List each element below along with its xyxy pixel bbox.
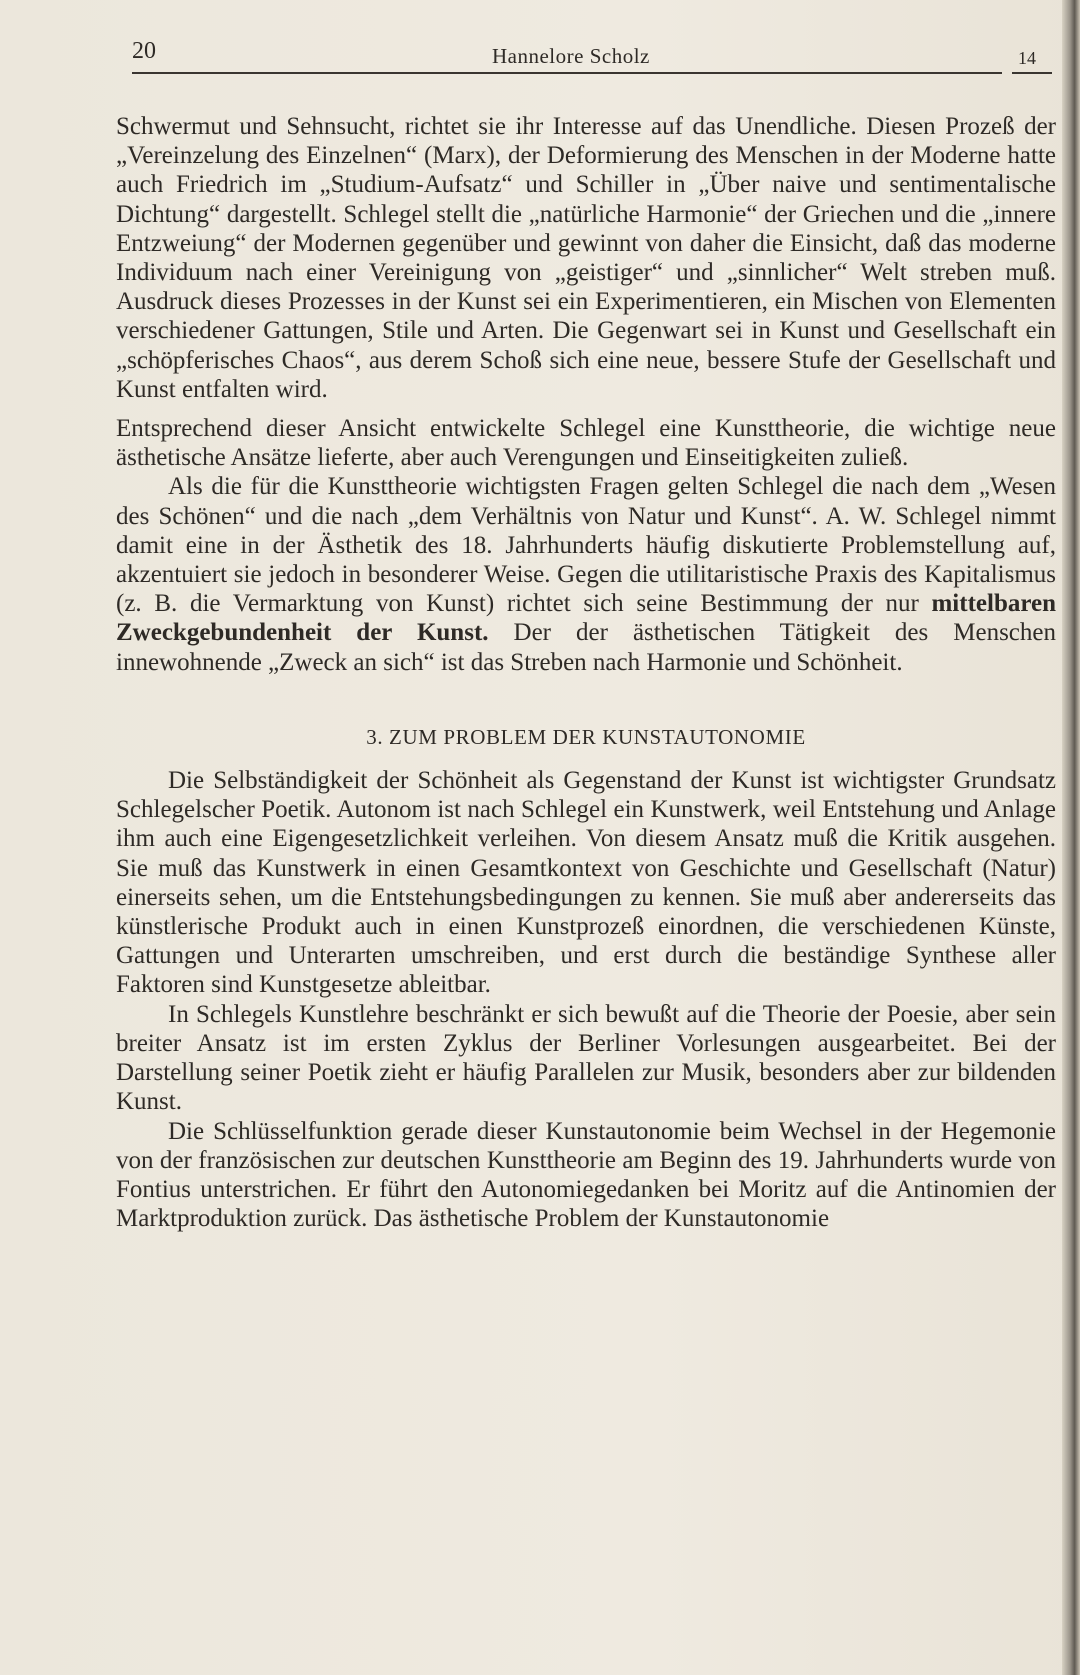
paragraph-3-text-b: Der der ästhetischen Tätigkeit des Menschen innewohnende „Zweck an sich“ ist das Streben nach Harmonie und Schönheit. (116, 619, 1056, 676)
section-heading: 3. ZUM PROBLEM DER KUNSTAUTONOMIE (366, 724, 806, 749)
running-title: Hannelore Scholz (492, 44, 650, 68)
body-text (116, 112, 1056, 1233)
paragraph-5: In Schlegels Kunstlehre beschränkt er sich bewußt auf die Theorie der Poesie, aber sein breiter Ansatz ist im ersten Zyklus der Berliner Vorlesungen ausgearbeitet. Bei der Darstellung seiner Poetik zieht er häufig Parallelen zur Musik, besonders aber zur bildenden Kunst. (116, 1000, 1056, 1116)
paragraph-3 (116, 472, 1056, 676)
sheet-mark: 14 (1018, 48, 1036, 68)
header-rule (132, 72, 1002, 74)
paragraph-3-emphasis: mittelbaren Zweckgebundenheit der Kunst. (116, 590, 1056, 647)
paragraph-4: Die Selbständigkeit der Schönheit als Gegenstand der Kunst ist wichtigster Grundsatz Schlegelscher Poetik. Autonom ist nach Schlegel ein Kunstwerk, weil Entstehung und Anlage ihm auch eine Eigengesetzlichkeit verleihen. Von diesem Ansatz muß die Kritik ausgehen. Sie muß das Kunstwerk in einen Gesamtkontext von Geschichte und Gesellschaft (Natur) einerseits sehen, um die Entstehungsbedingungen zu kennen. Sie muß aber andererseits das künstlerische Produkt auch in einen Kunstprozeß einordnen, die verschiedenen Künste, Gattungen und Unterarten umschreiben, und erst durch die beständige Synthese aller Faktoren sind Kunstgesetze ableitbar. (116, 767, 1056, 999)
page-number: 20 (132, 38, 156, 64)
paragraph-6: Die Schlüsselfunktion gerade dieser Kunstautonomie beim Wechsel in der Hegemonie von der französischen zur deutschen Kunsttheorie am Beginn des 19. Jahrhunderts wurde von Fontius unterstrichen. Er führt den Autonomiegedanken bei Moritz auf die Antinomien der Marktproduktion zurück. Das ästhetische Problem der Kunstautonomie (116, 1117, 1056, 1233)
header-rule-short (1012, 72, 1052, 74)
paragraph-3-text-a: Als die für die Kunsttheorie wichtigsten Fragen gelten Schlegel die nach dem „Wesen des Schönen“ und die nach „dem Verhältnis von Natur und Kunst“. A. W. Schlegel nimmt damit eine in der Ästhetik des 18. Jahrhunderts häufig diskutierte Problemstellung auf, akzentuiert sie jedoch in besonderer Weise. Gegen die utilitaristische Praxis des Kapitalismus (z. B. die Vermarktung von Kunst) richtet sich seine Bestimmung der nur (116, 473, 1056, 618)
book-edge-shadow (1062, 0, 1080, 1675)
paragraph-1: Schwermut und Sehnsucht, richtet sie ihr Interesse auf das Unendliche. Diesen Prozeß der „Vereinzelung des Einzelnen“ (Marx), der Deformierung des Menschen in der Moderne hatte auch Friedrich im „Studium-Aufsatz“ und Schiller in „Über naive und sentimentalische Dichtung“ dargestellt. Schlegel stellt die „natürliche Harmonie“ der Griechen und die „innere Entzweiung“ der Modernen gegenüber und gewinnt von daher die Einsicht, daß das moderne Individuum nach einer Vereinigung von „geistiger“ und „sinnlicher“ Welt streben muß. Ausdruck dieses Prozesses in der Kunst sei ein Experimentieren, ein Mischen von Elementen verschiedener Gattungen, Stile und Arten. Die Gegenwart sei in Kunst und Gesellschaft ein „schöpferisches Chaos“, aus derem Schoß sich eine neue, bessere Stufe der Gesellschaft und Kunst entfalten wird. (116, 113, 1056, 403)
page-header (132, 38, 1052, 78)
paragraph-2: Entsprechend dieser Ansicht entwickelte Schlegel eine Kunsttheorie, die wichtige neue ästhetische Ansätze lieferte, aber auch Verengungen und Einseitigkeiten zuließ. (116, 415, 1056, 472)
